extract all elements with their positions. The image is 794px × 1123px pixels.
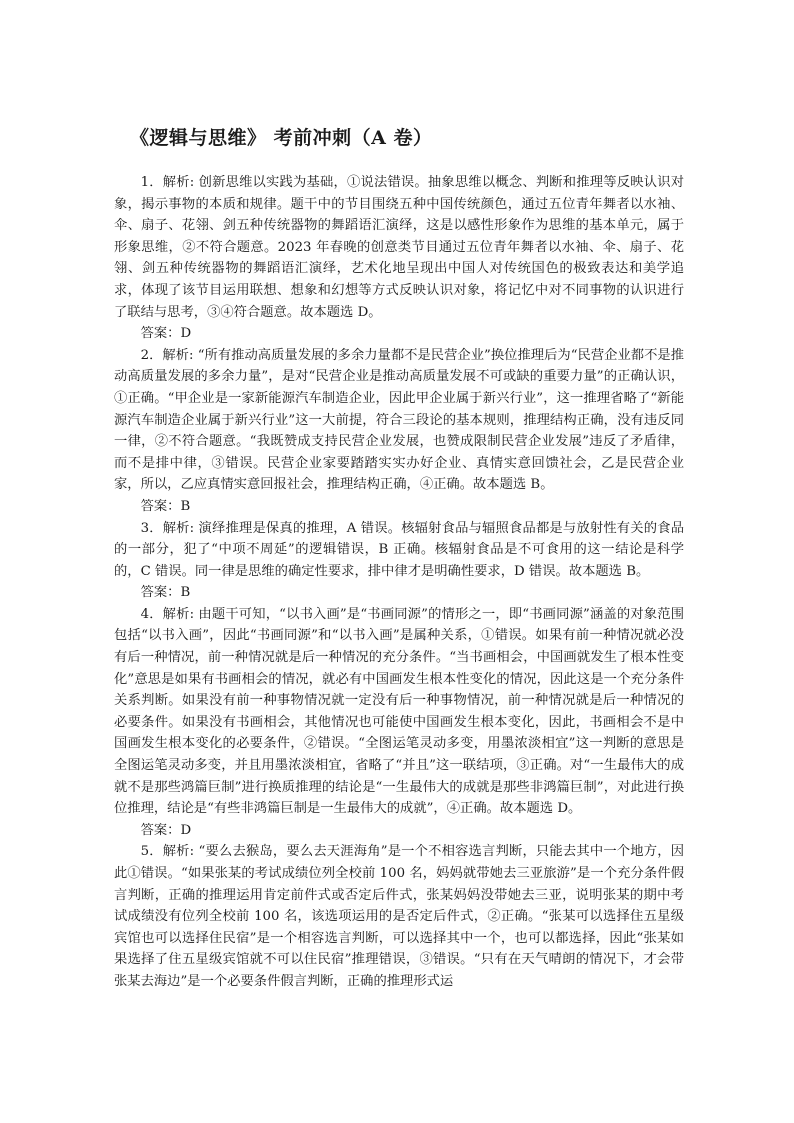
item-3-explanation: 3．解析: 演绎推理是保真的推理，A 错误。核辐射食品与辐照食品都是与放射性有关的食品的一部分，犯了“中项不周延”的逻辑错误，B 正确。核辐射食品是不可食用的这一结论是科学的，C 错误。同一律是思维的确定性要求，排中律才是明确性要求，D 错误。故本题选 B。 [114, 520, 684, 579]
item-2-explanation: 2．解析: “所有推动高质量发展的多余力量都不是民营企业”换位推理后为“民营企业都不是推动高质量发展的多余力量”，是对“民营企业是推动高质量发展不可或缺的重要力量”的正确认识，①正确。“甲企业是一家新能源汽车制造企业，因此甲企业属于新兴行业”，这一推理省略了“新能源汽车制造企业属于新兴行业”这一大前提，符合三段论的基本规则，推理结构正确，没有违反同一律，②不符合题意。“我既赞成支持民营企业发展，也赞成限制民营企业发展”违反了矛盾律，而不是排中律，③错误。民营企业家要踏踏实实办好企业、真情实意回馈社会，乙是民营企业家，所以，乙应真情实意回报社会，推理结构正确，④正确。故本题选 B。 [114, 347, 684, 493]
item-1-answer: 答案：D [140, 326, 192, 342]
item-4-answer: 答案：D [140, 822, 192, 838]
item-2-answer: 答案：B [140, 498, 191, 514]
item-3-answer: 答案：B [140, 585, 191, 601]
document-title: 《逻辑与思维》 考前冲刺（A 卷） [130, 127, 433, 149]
item-1-explanation: 1．解析: 创新思维以实践为基础，①说法错误。抽象思维以概念、判断和推理等反映认识对象，揭示事物的本质和规律。题干中的节目围绕五种中国传统颜色，通过五位青年舞者以水袖、伞、扇子、花翎、剑五种传统器物的舞蹈语汇演绎，这是以感性形象作为思维的基本单元，属于形象思维，②不符合题意。2023 年春晚的创意类节目通过五位青年舞者以水袖、伞、扇子、花翎、剑五种传统器物的舞蹈语汇演绎，艺术化地呈现出中国人对传统国色的极致表达和美学追求，体现了该节目运用联想、想象和幻想等方式反映认识对象，将记忆中对不同事物的认识进行了联结与思考，③④符合题意。故本题选 D。 [114, 175, 684, 320]
item-5-explanation: 5．解析: “要么去猴岛，要么去天涯海角”是一个不相容选言判断，只能去其中一个地方，因此①错误。“如果张某的考试成绩位列全校前 100 名，妈妈就带她去三亚旅游”是一个充分条件假言判断，正确的推理运用肯定前件式或否定后件式，张某妈妈没带她去三亚，说明张某的期中考试成绩没有位列全校前 100 名，该选项运用的是否定后件式，②正确。“张某可以选择住五星级宾馆也可以选择住民宿”是一个相容选言判断，可以选择其中一个，也可以都选择，因此“张某如果选择了住五星级宾馆就不可以住民宿”推理错误，③错误。“只有在天气晴朗的情况下，才会带张某去海边”是一个必要条件假言判断，正确的推理形式运 [114, 844, 684, 989]
item-4-explanation: 4．解析: 由题干可知，“以书入画”是“书画同源”的情形之一，即“书画同源”涵盖的对象范围包括“以书入画”，因此“书画同源”和“以书入画”是属种关系，①错误。如果有前一种情况就必没有后一种情况，前一种情况就是后一种情况的充分条件。“当书画相会，中国画就发生了根本性变化”意思是如果有书画相会的情况，就必有中国画发生根本性变化的情况，因此这是一个充分条件关系判断。如果没有前一种事物情况就一定没有后一种事物情况，前一种情况就是后一种情况的必要条件。如果没有书画相会，其他情况也可能使中国画发生根本变化，因此，书画相会不是中国画发生根本变化的必要条件，②错误。“全图运笔灵动多变，用墨浓淡相宜”这一判断的意思是全图运笔灵动多变，并且用墨浓淡相宜，省略了“并且”这一联结项，③正确。对“一生最伟大的成就不是那些鸿篇巨制”进行换质推理的结论是“一生最伟大的成就是那些非鸿篇巨制”，对此进行换位推理，结论是“有些非鸿篇巨制是一生最伟大的成就”，④正确。故本题选 D。 [114, 606, 684, 817]
document-body [114, 172, 684, 993]
